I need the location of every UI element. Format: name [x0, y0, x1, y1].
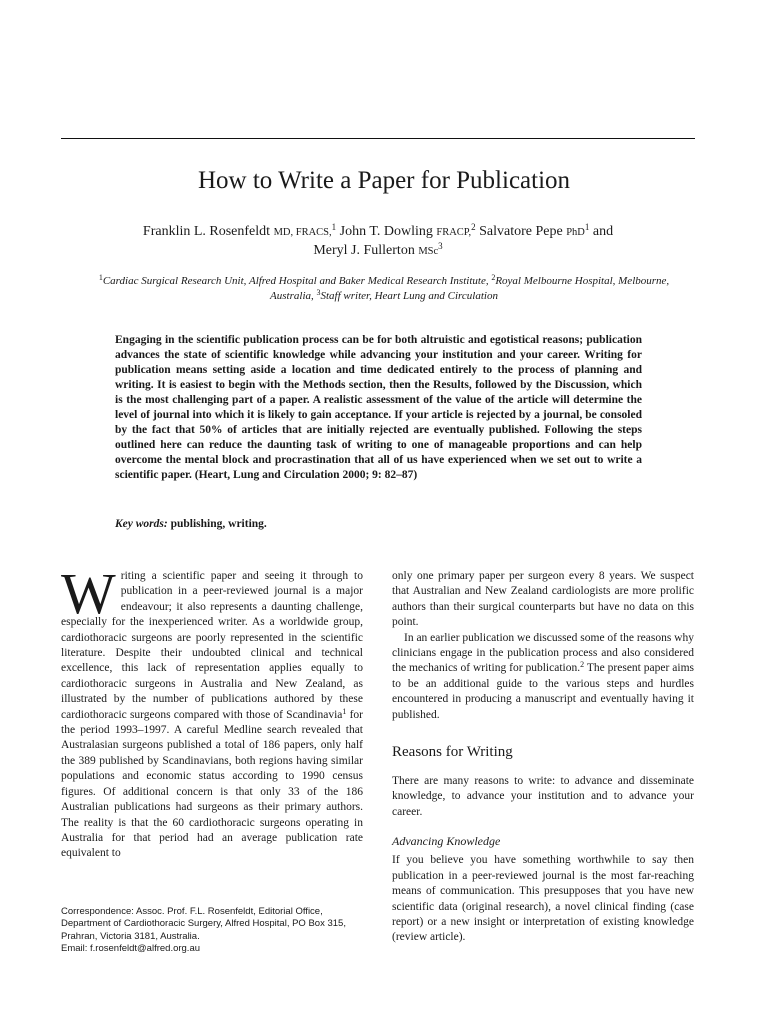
keywords-text: publishing, writing. — [167, 518, 267, 530]
affiliation-marker: 2 — [491, 273, 496, 282]
author-list — [80, 223, 676, 261]
body-paragraph: only one primary paper per surgeon every 8 years. We suspect that Australian and New Zealand cardiologists are more prolific authors than their surgical counterparts but have no data on this point. — [392, 570, 694, 629]
reference-marker: 1 — [342, 706, 347, 716]
body-paragraph — [392, 631, 694, 723]
author-degrees: MD, FRACS, — [273, 227, 332, 238]
affiliations — [90, 274, 678, 304]
paragraph-text: riting a scientific paper and seeing it through to publication in a peer-reviewed journal is a major endeavour; it also represents a daunting challenge, especially for the inexperienced writer. As a worldwide group, cardiothoracic surgeons are poorly represented in the scientific literature. Despite their undoubted clinical and technical excellence, this lack of representation applies equally to cardiothoracic surgeons in Australia and New Zealand, as illustrated by the number of publications authored by these cardiothoracic surgeons compared with those of Scandinavia — [61, 570, 363, 721]
correspondence-note — [61, 906, 371, 956]
paragraph-text: for the period 1993–1997. A careful Medline search revealed that Australasian surgeons published a total of 186 papers, only half the 389 published by Scandinavians, both regions having similar populations and economic status according to 1990 census figures. Of additional concern is that only 33 of the 186 Australian publications had surgeons as their primary authors. The reality is that the 60 cardiothoracic surgeons operating in Australia for that period had an average publication rate equivalent to — [61, 708, 363, 860]
affiliation-text: Cardiac Surgical Research Unit, Alfred Hospital and Baker Medical Research Institute, — [102, 275, 492, 287]
body-column-left — [61, 561, 363, 862]
correspondence-email: Email: f.rosenfeldt@alfred.org.au — [61, 943, 201, 955]
body-paragraph: If you believe you have something worthwhile to say then publication in a peer-reviewed journal is the most far-reaching means of communication. This presupposes that you have new scientific data (original research), a novel clinical finding (case report) or a new insight or interpretation of existing knowledge (review article). — [392, 854, 694, 944]
body-column-right — [392, 569, 694, 946]
author-degrees: MSc — [418, 246, 439, 257]
affiliation-marker: 3 — [438, 241, 443, 251]
abstract: Engaging in the scientific publication process can be for both altruistic and egotistical reasons; publication advances the state of scientific knowledge while advancing your institution and your career. Writing for publication means setting aside a location and time dedicated entirely to the process of planning and writing. It is easiest to begin with the Methods section, then the Results, followed by the Discussion, which is the most challenging part of a paper. A realistic assessment of the value of the article will determine the level of journal into which it is likely to gain acceptance. If your article is rejected by a journal, be consoled by the fact that 50% of articles that are initially rejected are eventually published. Following the steps outlined here can reduce the daunting task of writing to one of manageable proportions and can help overcome the mental block and procrastination that all of us have experienced when we set out to write a scientific paper. (Heart, Lung and Circulation 2000; 9: 82–87) — [115, 334, 642, 482]
affiliation-marker: 1 — [98, 273, 103, 282]
author-name: Meryl J. Fullerton — [313, 243, 415, 258]
author-name: Salvatore Pepe — [479, 224, 563, 239]
affiliation-marker: 1 — [584, 222, 590, 232]
correspondence-line: Prahran, Victoria 3181, Australia. — [61, 930, 200, 942]
author-conjunction: and — [592, 224, 614, 239]
affiliation-text: Royal Melbourne Hospital, Melbourne, Australia, — [270, 275, 670, 302]
header-rule — [61, 138, 695, 139]
keywords — [115, 517, 267, 532]
paper-title: How to Write a Paper for Publication — [197, 167, 571, 194]
paragraph-text: The present paper aims to be an additional guide to the various steps and hurdles encountered in producing a manuscript and eventually having it published. — [392, 662, 695, 721]
body-paragraph: There are many reasons to write: to advance and disseminate knowledge, to advance your institution and to advance your career. — [392, 775, 694, 818]
paragraph-text: In an earlier publication we discussed some of the reasons why clinicians engage in the publication process and also considered the mechanics of writing for publication. — [392, 631, 694, 675]
affiliation-marker: 1 — [331, 222, 337, 232]
drop-cap: W — [61, 561, 116, 626]
reference-marker: 2 — [580, 660, 585, 670]
correspondence-line: Department of Cardiothoracic Surgery, Alfred Hospital, PO Box 315, — [61, 918, 346, 930]
affiliation-text: Staff writer, Heart Lung and Circulation — [320, 290, 498, 302]
subsection-heading: Advancing Knowledge — [392, 834, 501, 849]
author-degrees: FRACP, — [436, 227, 472, 238]
correspondence-line: Correspondence: Assoc. Prof. F.L. Rosenfeldt, Editorial Office, — [61, 906, 323, 917]
body-paragraph — [61, 561, 363, 862]
section-heading: Reasons for Writing — [392, 744, 513, 761]
keywords-label: Key words: — [115, 518, 168, 530]
author-name: Franklin L. Rosenfeldt — [142, 224, 271, 239]
author-name: John T. Dowling — [339, 224, 433, 239]
affiliation-marker: 3 — [316, 288, 321, 297]
author-degrees: PhD — [566, 227, 585, 238]
affiliation-marker: 2 — [471, 222, 476, 232]
